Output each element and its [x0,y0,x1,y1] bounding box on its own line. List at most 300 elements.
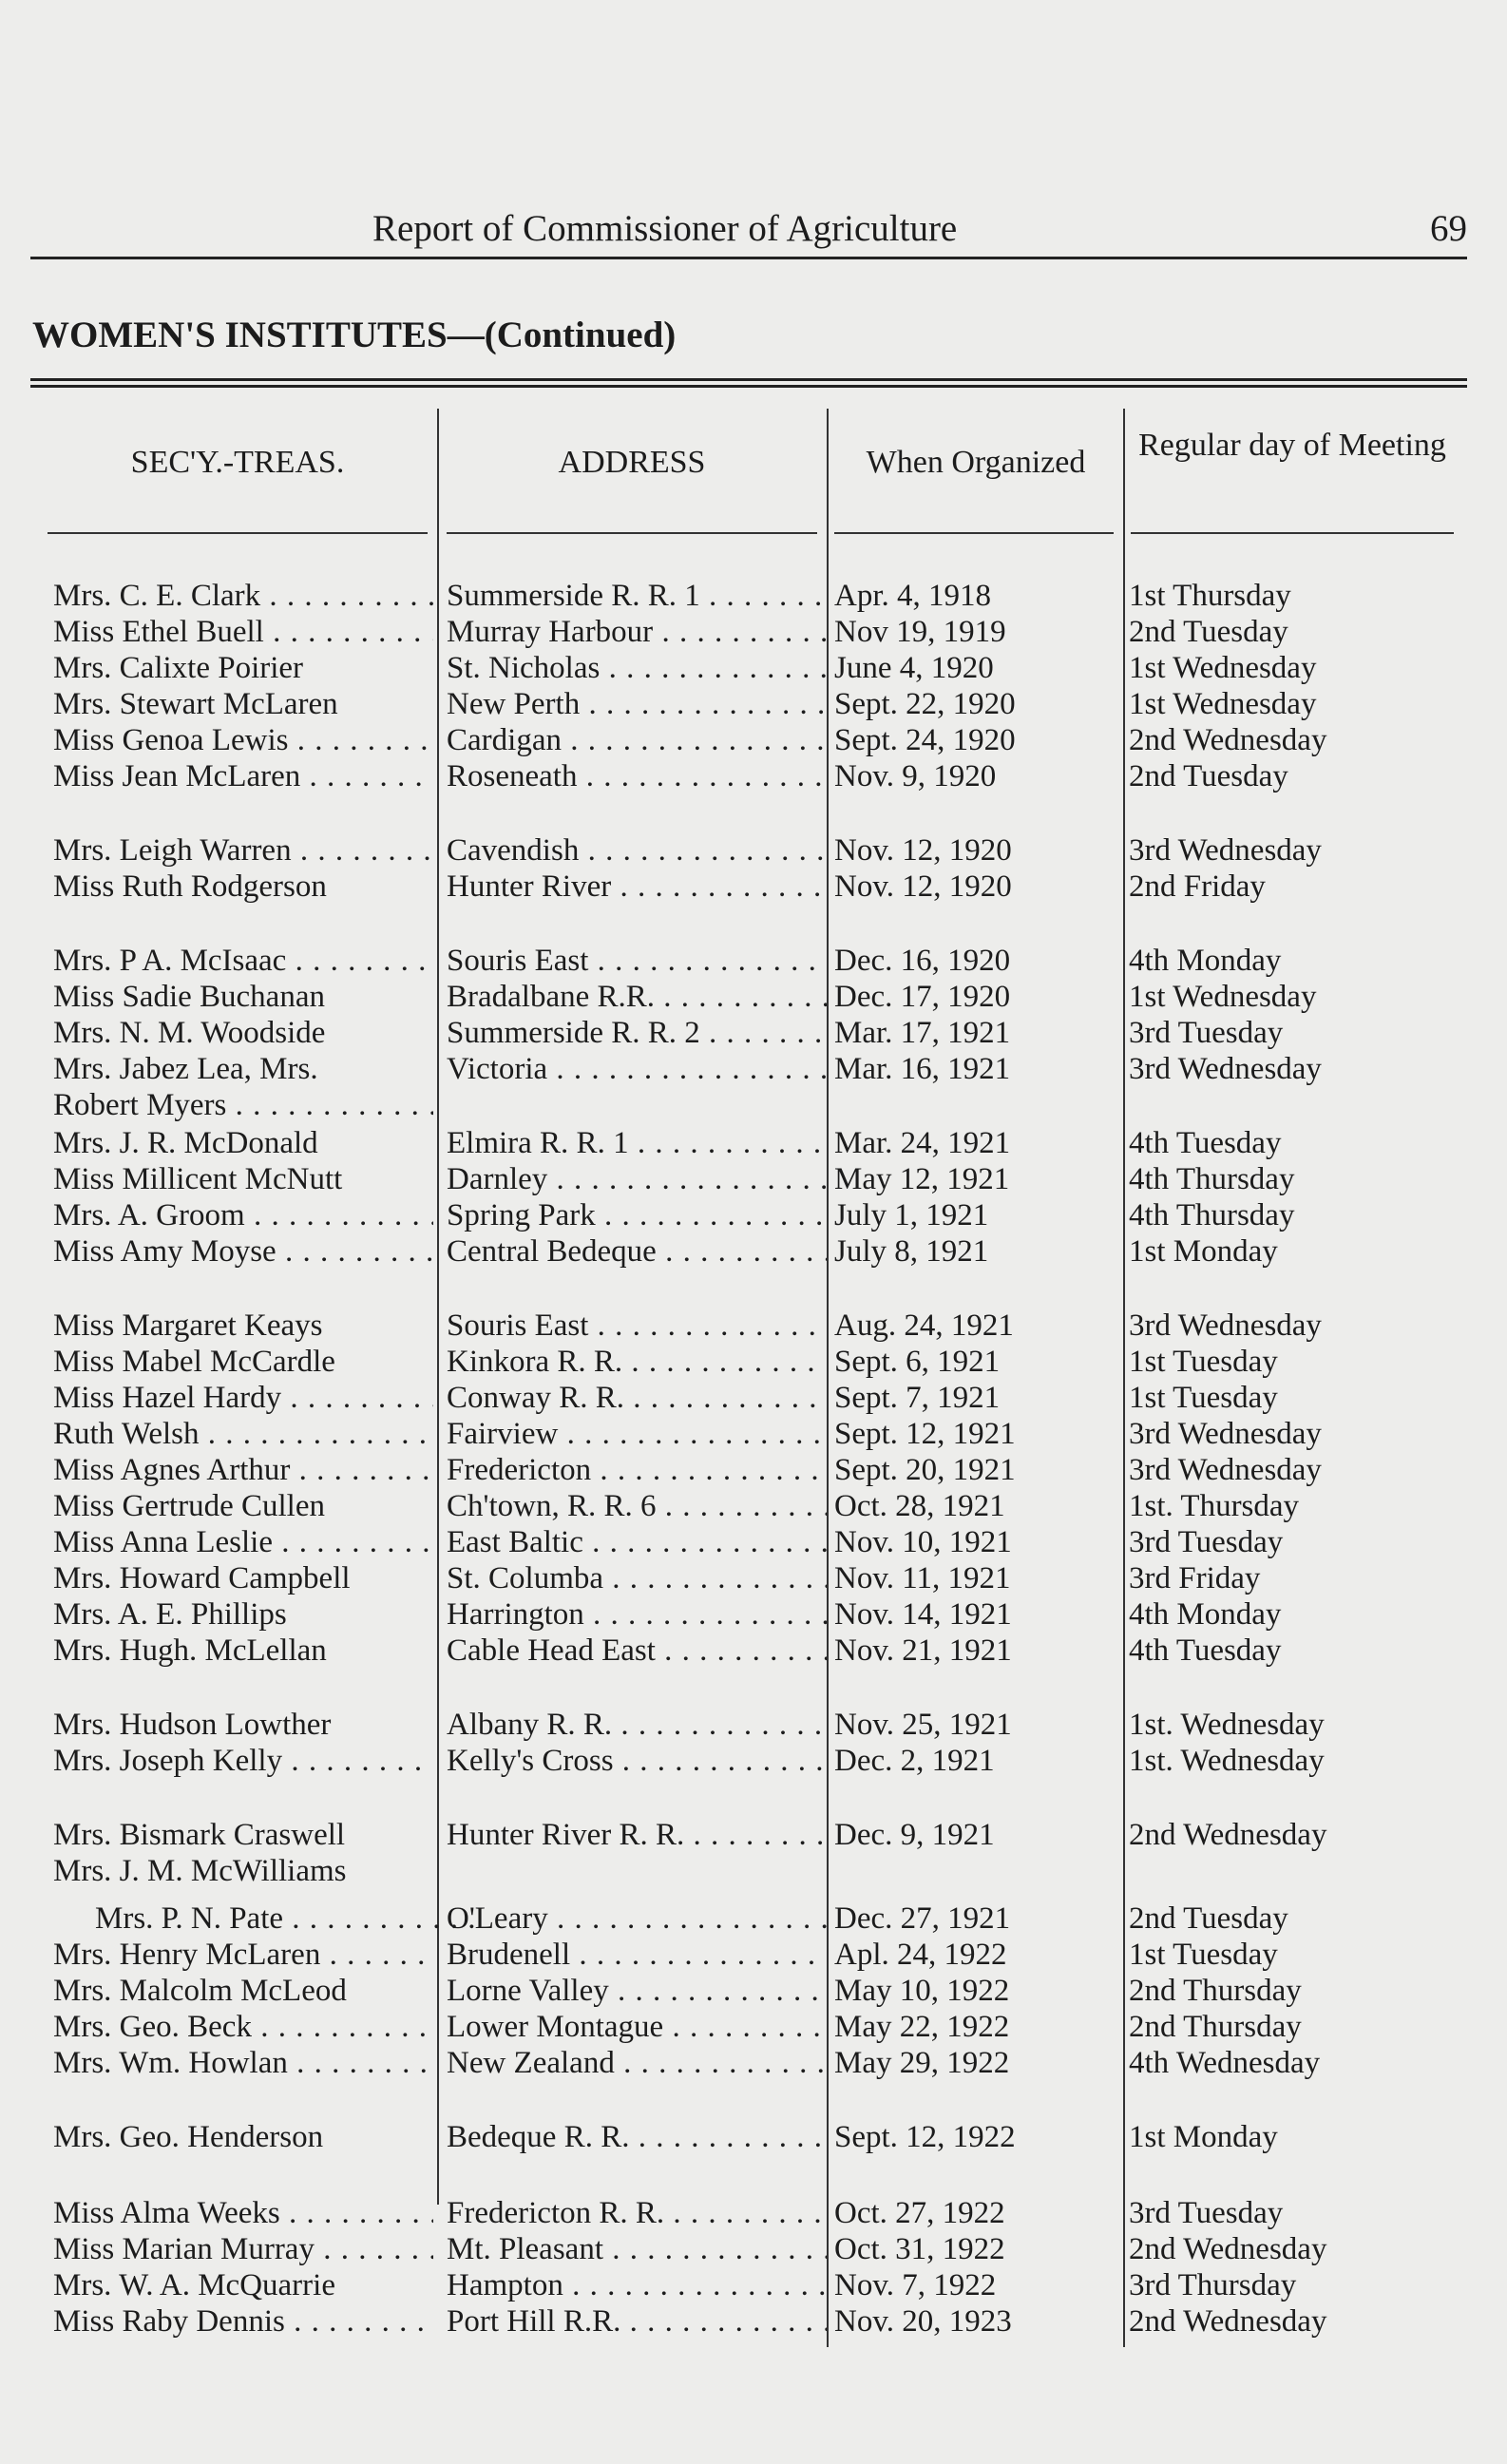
organized-cell [834,578,1119,615]
address-text: Brudenell . . . [447,1938,827,1972]
organized-text: July 8, 1921 [834,1234,989,1269]
secretary-cell [53,1344,433,1381]
address-cell [447,1051,827,1088]
organized-cell [834,1596,1119,1633]
page-number: 69 [1430,208,1467,249]
address-text: Summerside R. R. 2 . . . [447,1016,827,1050]
address-cell [447,686,827,723]
organized-text: Nov. 7, 1922 [834,2268,997,2302]
meeting-cell [1129,1233,1490,1270]
address-text: Fairview . . . [447,1417,827,1451]
meeting-cell [1129,1416,1490,1453]
table-row [0,1707,1507,1744]
secretary-cell [53,869,433,906]
address-text: Harrington . . . [447,1597,827,1632]
meeting-text: 2nd Wednesday [1129,2304,1327,2339]
secretary-text: Robert Myers . . . [53,1088,433,1122]
secretary-cell [53,614,433,651]
meeting-cell [1129,1973,1490,2010]
organized-cell [834,1233,1119,1270]
meeting-cell [1129,832,1490,869]
secretary-cell [53,1015,433,1052]
organized-cell [834,2267,1119,2304]
meeting-text: 1st Monday [1129,1234,1278,1269]
secretary-text: Mrs. Leigh Warren . . . [53,833,433,868]
organized-text: May 29, 1922 [834,2046,1010,2080]
address-cell [447,650,827,687]
address-text: Cavendish . . . [447,833,827,868]
secretary-text: Mrs. C. E. Clark . . . [53,579,433,613]
address-text: Hampton . . . [447,2268,827,2302]
meeting-text: 3rd Wednesday [1129,1417,1322,1451]
organized-cell [834,1380,1119,1417]
organized-cell [834,1416,1119,1453]
address-text: Hunter River R. R. . . . [447,1818,827,1852]
organized-text: Nov. 20, 1923 [834,2304,1012,2339]
secretary-cell [53,1197,433,1234]
secretary-cell [53,2009,433,2046]
address-cell [447,758,827,795]
address-cell [447,578,827,615]
organized-cell [834,832,1119,869]
secretary-cell [53,1233,433,1270]
meeting-cell [1129,1817,1490,1854]
address-cell [447,1937,827,1974]
table-row [0,1743,1507,1780]
meeting-cell [1129,1560,1490,1597]
table-row [0,758,1507,795]
secretary-cell [53,1707,433,1744]
meeting-cell [1129,2009,1490,2046]
organized-text: Oct. 31, 1922 [834,2232,1005,2266]
organized-text: Sept. 20, 1921 [834,1453,1016,1487]
meeting-cell [1129,1308,1490,1345]
meeting-cell [1129,1125,1490,1162]
organized-cell [834,943,1119,980]
meeting-text: 4th Thursday [1129,1162,1295,1196]
address-text: Elmira R. R. 1 . . . [447,1126,827,1160]
secretary-text: Mrs. Geo. Henderson [53,2120,324,2154]
address-cell [447,1452,827,1489]
address-text: Cardigan . . . [447,723,827,757]
secretary-cell [53,1125,433,1162]
organized-cell [834,2303,1119,2340]
meeting-text: 3rd Tuesday [1129,1016,1284,1050]
organized-cell [834,2119,1119,2156]
table-row [0,1596,1507,1633]
address-cell [447,2231,827,2268]
secretary-text: Mrs. Howard Campbell [53,1561,351,1595]
secretary-text: Miss Amy Moyse . . . [53,1234,433,1269]
table-row [0,1233,1507,1270]
address-cell [447,1380,827,1417]
meeting-text: 4th Tuesday [1129,1633,1282,1668]
meeting-cell [1129,686,1490,723]
table-row [0,1452,1507,1489]
meeting-text: 2nd Tuesday [1129,759,1288,793]
organized-text: Dec. 17, 1920 [834,980,1011,1014]
secretary-cell [53,1452,433,1489]
meeting-cell [1129,1707,1490,1744]
organized-text: Dec. 16, 1920 [834,944,1011,978]
table-row [0,1380,1507,1417]
meeting-text: 2nd Thursday [1129,2010,1302,2044]
address-cell [447,1015,827,1052]
address-cell [447,1743,827,1780]
address-cell [447,1596,827,1633]
meeting-text: 4th Thursday [1129,1198,1295,1232]
meeting-text: 1st Wednesday [1129,651,1317,685]
table-row [0,1344,1507,1381]
address-cell [447,722,827,759]
secretary-text: Mrs. P A. McIsaac . . . [53,944,433,978]
organized-text: July 1, 1921 [834,1198,989,1232]
secretary-cell [95,1901,475,1938]
meeting-text: 1st Thursday [1129,579,1291,613]
address-text: O'Leary . . . [447,1901,827,1936]
table-row [0,1524,1507,1561]
meeting-cell [1129,578,1490,615]
secretary-text: Miss Anna Leslie . . . [53,1525,433,1559]
address-cell [447,869,827,906]
secretary-text: Miss Mabel McCardle [53,1345,335,1379]
secretary-text: Miss Marian Murray . . . [53,2232,433,2266]
table-row [0,1901,1507,1938]
secretary-text: Mrs. Bismark Craswell [53,1818,346,1852]
meeting-text: 3rd Wednesday [1129,833,1322,868]
organized-text: Apr. 4, 1918 [834,579,991,613]
address-text: Lower Montague . . . [447,2010,827,2044]
header-organized: When Organized [866,445,1086,480]
meeting-cell [1129,758,1490,795]
organized-text: Oct. 28, 1921 [834,1489,1005,1523]
organized-cell [834,1560,1119,1597]
table-row [0,1161,1507,1198]
table-row [0,943,1507,980]
table-row [0,1937,1507,1974]
table-row [0,1051,1507,1088]
address-cell [447,1633,827,1670]
address-text: Souris East . . . [447,1308,827,1343]
organized-cell [834,1051,1119,1088]
secretary-cell [53,578,433,615]
organized-cell [834,1452,1119,1489]
organized-cell [834,758,1119,795]
address-cell [447,1901,827,1938]
meeting-text: 1st Tuesday [1129,1381,1278,1415]
address-text: Souris East . . . [447,944,827,978]
table-row [0,578,1507,615]
organized-cell [834,614,1119,651]
secretary-text: Mrs. Jabez Lea, Mrs. [53,1052,318,1086]
meeting-text: 1st Wednesday [1129,980,1317,1014]
secretary-cell [53,1853,433,1890]
address-text: Port Hill R.R. . . . [447,2304,827,2339]
meeting-cell [1129,2267,1490,2304]
secretary-text: Miss Raby Dennis . . . [53,2304,433,2339]
table-row [0,1015,1507,1052]
table-row [0,650,1507,687]
secretary-text: Miss Ruth Rodgerson [53,869,327,904]
address-text: Central Bedeque . . . [447,1234,827,1269]
table-row [0,2231,1507,2268]
organized-text: Mar. 17, 1921 [834,1016,1011,1050]
address-cell [447,2303,827,2340]
address-cell [447,832,827,869]
secretary-cell [53,1051,433,1088]
secretary-text: Mrs. P. N. Pate . . . [95,1901,475,1936]
meeting-text: 1st. Wednesday [1129,1708,1325,1742]
meeting-text: 1st Wednesday [1129,687,1317,721]
address-cell [447,2009,827,2046]
meeting-cell [1129,1161,1490,1198]
address-cell [447,2195,827,2232]
meeting-cell [1129,1488,1490,1525]
organized-cell [834,2195,1119,2232]
secretary-text: Miss Sadie Buchanan [53,980,325,1014]
organized-text: May 10, 1922 [834,1974,1010,2008]
meeting-cell [1129,1197,1490,1234]
table-row [0,832,1507,869]
meeting-cell [1129,979,1490,1016]
meeting-text: 2nd Wednesday [1129,2232,1327,2266]
secretary-cell [53,1524,433,1561]
table-row [0,1560,1507,1597]
address-text: Bradalbane R.R. . . . [447,980,827,1014]
address-text: Conway R. R. . . . [447,1381,827,1415]
secretary-text: Miss Millicent McNutt [53,1162,343,1196]
organized-text: Sept. 12, 1921 [834,1417,1016,1451]
organized-text: Dec. 9, 1921 [834,1818,995,1852]
secretary-text: Miss Agnes Arthur . . . [53,1453,433,1487]
address-text: Darnley . . . [447,1162,827,1196]
secretary-text: Miss Gertrude Cullen [53,1489,325,1523]
organized-text: Nov. 10, 1921 [834,1525,1012,1559]
organized-text: Nov. 14, 1921 [834,1597,1012,1632]
address-text: Kelly's Cross . . . [447,1744,827,1778]
organized-cell [834,979,1119,1016]
secretary-cell [53,650,433,687]
meeting-text: 4th Tuesday [1129,1126,1282,1160]
organized-text: Dec. 2, 1921 [834,1744,995,1778]
organized-cell [834,1344,1119,1381]
address-cell [447,614,827,651]
address-text: Summerside R. R. 1 . . . [447,579,827,613]
meeting-text: 1st Monday [1129,2120,1278,2154]
meeting-text: 4th Wednesday [1129,2046,1321,2080]
secretary-text: Mrs. W. A. McQuarrie [53,2268,335,2302]
meeting-cell [1129,2231,1490,2268]
address-text: Fredericton R. R. . . . [447,2196,827,2230]
secretary-cell [53,2267,433,2304]
secretary-text: Mrs. N. M. Woodside [53,1016,326,1050]
organized-text: Oct. 27, 1922 [834,2196,1005,2230]
organized-cell [834,2231,1119,2268]
organized-cell [834,1015,1119,1052]
address-cell [447,2267,827,2304]
organized-text: Sept. 24, 1920 [834,723,1016,757]
organized-cell [834,1973,1119,2010]
secretary-text: Mrs. J. R. McDonald [53,1126,318,1160]
address-cell [447,1233,827,1270]
meeting-cell [1129,2195,1490,2232]
address-text: Ch'town, R. R. 6 . . . [447,1489,827,1523]
meeting-text: 1st. Wednesday [1129,1744,1325,1778]
secretary-cell [53,1161,433,1198]
address-text: Roseneath . . . [447,759,827,793]
secretary-cell [53,758,433,795]
organized-text: Mar. 24, 1921 [834,1126,1011,1160]
address-cell [447,1197,827,1234]
meeting-text: 2nd Tuesday [1129,615,1288,649]
address-cell [447,1488,827,1525]
meeting-cell [1129,722,1490,759]
organized-cell [834,1817,1119,1854]
meeting-text: 3rd Tuesday [1129,1525,1284,1559]
organized-text: Nov. 11, 1921 [834,1561,1011,1595]
secretary-cell [53,1937,433,1974]
header-meeting: Regular day of Meeting [1138,428,1446,463]
meeting-cell [1129,1344,1490,1381]
organized-cell [834,1125,1119,1162]
organized-text: Nov. 12, 1920 [834,833,1012,868]
secretary-cell [53,1308,433,1345]
secretary-text: Mrs. Calixte Poirier [53,651,304,685]
meeting-cell [1129,650,1490,687]
organized-text: May 12, 1921 [834,1162,1010,1196]
meeting-text: 2nd Wednesday [1129,1818,1327,1852]
table-row [0,2195,1507,2232]
meeting-text: 3rd Tuesday [1129,2196,1284,2230]
meeting-text: 2nd Wednesday [1129,723,1327,757]
organized-text: Nov. 25, 1921 [834,1708,1012,1742]
secretary-text: Mrs. Wm. Howlan . . . [53,2046,433,2080]
secretary-text: Miss Alma Weeks . . . [53,2196,433,2230]
meeting-cell [1129,1524,1490,1561]
meeting-cell [1129,943,1490,980]
address-text: Bedeque R. R. . . . [447,2120,827,2154]
meeting-cell [1129,1743,1490,1780]
table-row [0,2267,1507,2304]
address-cell [447,943,827,980]
address-cell [447,1416,827,1453]
organized-cell [834,650,1119,687]
address-cell [447,2045,827,2082]
secretary-cell [53,832,433,869]
meeting-cell [1129,2119,1490,2156]
meeting-cell [1129,1452,1490,1489]
meeting-text: 2nd Friday [1129,869,1266,904]
meeting-text: 4th Monday [1129,944,1282,978]
organized-text: Apl. 24, 1922 [834,1938,1007,1972]
header-secretary: SEC'Y.-TREAS. [130,445,345,480]
meeting-cell [1129,1015,1490,1052]
meeting-text: 1st Tuesday [1129,1938,1278,1972]
address-text: Cable Head East . . . [447,1633,827,1668]
secretary-cell [53,1560,433,1597]
secretary-text: Ruth Welsh . . . [53,1417,433,1451]
table-row [0,614,1507,651]
address-text: Mt. Pleasant . . . [447,2232,827,2266]
table-row [0,1416,1507,1453]
organized-cell [834,1524,1119,1561]
organized-text: Aug. 24, 1921 [834,1308,1014,1343]
running-title: Report of Commissioner of Agriculture [372,208,958,249]
secretary-text: Miss Jean McLaren . . . [53,759,433,793]
meeting-cell [1129,1633,1490,1670]
secretary-cell [53,2303,433,2340]
address-text: Murray Harbour . . . [447,615,827,649]
table-row [0,1488,1507,1525]
organized-text: Sept. 22, 1920 [834,687,1016,721]
table-row [0,1817,1507,1854]
address-text: St. Nicholas . . . [447,651,827,685]
address-cell [447,1125,827,1162]
meeting-text: 3rd Friday [1129,1561,1261,1595]
meeting-text: 3rd Wednesday [1129,1308,1322,1343]
address-cell [447,1161,827,1198]
organized-cell [834,2009,1119,2046]
secretary-cell [53,1743,433,1780]
address-text: Albany R. R. . . . [447,1708,827,1742]
secretary-cell [53,2231,433,2268]
table-row [0,2045,1507,2082]
address-cell [447,1973,827,2010]
organized-cell [834,1161,1119,1198]
address-text: New Zealand . . . [447,2046,827,2080]
address-text: New Perth . . . [447,687,827,721]
secretary-text: Mrs. Stewart McLaren [53,687,338,721]
meeting-text: 1st Tuesday [1129,1345,1278,1379]
meeting-cell [1129,1380,1490,1417]
table-row [0,1853,1507,1890]
section-title: WOMEN'S INSTITUTES—(Continued) [32,315,677,355]
organized-text: Nov. 9, 1920 [834,759,997,793]
organized-cell [834,2045,1119,2082]
address-cell [447,1344,827,1381]
table-row [0,2303,1507,2340]
organized-text: May 22, 1922 [834,2010,1010,2044]
organized-text: Nov. 12, 1920 [834,869,1012,904]
secretary-cell [53,943,433,980]
secretary-text: Mrs. A. E. Phillips [53,1597,287,1632]
meeting-text: 2nd Thursday [1129,1974,1302,2008]
organized-text: Mar. 16, 1921 [834,1052,1011,1086]
secretary-text: Miss Ethel Buell . . . [53,615,433,649]
secretary-cell [53,1973,433,2010]
organized-text: Sept. 7, 1921 [834,1381,1001,1415]
table-row [0,1308,1507,1345]
table-row [0,1087,1507,1124]
meeting-text: 3rd Thursday [1129,2268,1297,2302]
organized-cell [834,1197,1119,1234]
organized-text: Nov 19, 1919 [834,615,1006,649]
secretary-text: Miss Genoa Lewis . . . [53,723,433,757]
secretary-cell [53,1596,433,1633]
secretary-text: Mrs. Henry McLaren . . . [53,1938,433,1972]
address-cell [447,1524,827,1561]
secretary-text: Mrs. Joseph Kelly . . . [53,1744,433,1778]
secretary-cell [53,1416,433,1453]
table-row [0,869,1507,906]
table-row [0,722,1507,759]
secretary-cell [53,2195,433,2232]
meeting-cell [1129,1901,1490,1938]
meeting-text: 3rd Wednesday [1129,1453,1322,1487]
address-cell [447,1560,827,1597]
meeting-text: 4th Monday [1129,1597,1282,1632]
meeting-cell [1129,1937,1490,1974]
